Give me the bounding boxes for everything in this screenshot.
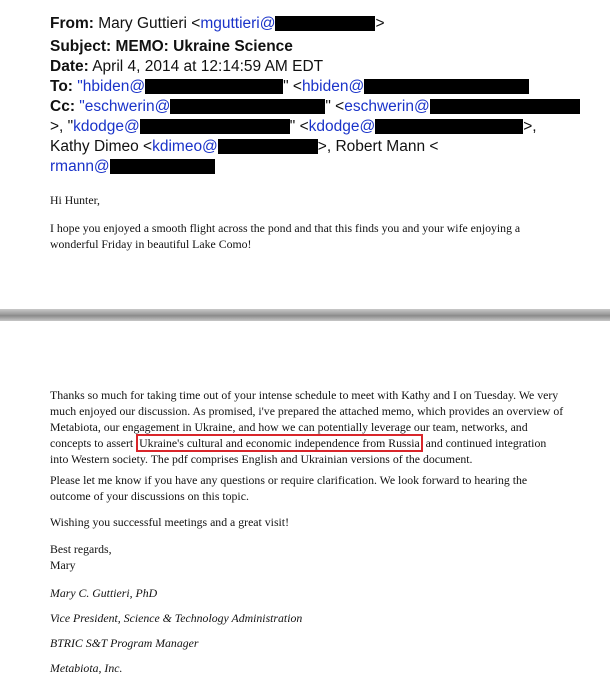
redaction-block	[375, 119, 523, 134]
redaction-block	[364, 79, 529, 94]
to-line: To: "hbiden@ " <hbiden@	[50, 77, 529, 97]
paragraph-4: Wishing you successful meetings and a great visit!	[50, 515, 290, 529]
cc-line-4	[50, 157, 215, 177]
highlighted-phrase: Ukraine's cultural and economic independence from Russia	[136, 434, 423, 452]
subject-line	[50, 37, 293, 57]
cc-line-2: >, "kdodge@ " <kdodge@ >,	[50, 118, 537, 135]
from-email[interactable]: mguttieri@	[200, 15, 276, 32]
redaction-block	[170, 99, 325, 114]
kdodge-email-2[interactable]: kdodge@	[308, 118, 376, 135]
kathy-email[interactable]: kdimeo@	[152, 138, 218, 155]
date-value: April 4, 2014 at 12:14:59 AM EDT	[92, 58, 324, 75]
subject-label: Subject:	[50, 38, 112, 55]
date-label: Date:	[50, 58, 89, 75]
redaction-block	[275, 16, 375, 31]
cc-email-1[interactable]: "eschwerin@	[79, 98, 171, 115]
redaction-block	[140, 119, 290, 134]
from-label: From:	[50, 15, 94, 32]
paragraph-2: Thanks so much for taking time out of your intense schedule to meet with Kathy and I on Tuesday. We very much enjoyed our discussion. As promised, i've prepared the attached memo, which provides an overview of Metabiota, our engagement in Ukraine, and how we can potentially leverage our team, networks, and concepts to assert Ukraine's cultural and economic independence from Russia and continued integration into Western society. The pdf comprises English and Ukrainian versions of the document.	[50, 388, 564, 466]
from-name: Mary Guttieri <	[98, 15, 201, 32]
cc-line-3	[50, 137, 438, 157]
closing: Best regards,	[50, 542, 112, 556]
greeting: Hi Hunter,	[50, 193, 100, 207]
signature-title: Vice President, Science & Technology Administration	[50, 611, 303, 625]
to-email-2[interactable]: hbiden@	[301, 78, 365, 95]
signature-org: Metabiota, Inc.	[50, 661, 123, 675]
kathy-name: Kathy Dimeo <	[50, 138, 153, 155]
from-line: From: Mary Guttieri <mguttieri@ >	[50, 15, 385, 32]
signature-role: BTRIC S&T Program Manager	[50, 636, 199, 650]
cc-email-2[interactable]: eschwerin@	[344, 98, 430, 115]
date-line	[50, 57, 323, 77]
redaction-block	[110, 159, 215, 174]
redaction-block	[430, 99, 580, 114]
rmann-email[interactable]: rmann@	[50, 158, 110, 175]
subject-value: MEMO: Ukraine Science	[115, 38, 293, 55]
robert-name: >, Robert Mann <	[317, 138, 439, 155]
cc-label: Cc:	[50, 98, 75, 115]
page-separator	[0, 309, 610, 321]
to-label: To:	[50, 78, 73, 95]
paragraph-1: I hope you enjoyed a smooth flight across the pond and that this finds you and your wife enjoying a wonderful Friday in beautiful Lake Como!	[50, 221, 521, 251]
cc-line: Cc: "eschwerin@ " <eschwerin@	[50, 97, 580, 117]
paragraph-3: Please let me know if you have any questions or require clarification. We look forward to hearing the outcome of your discussions on this topic.	[50, 473, 528, 503]
redaction-block	[145, 79, 283, 94]
closing-name: Mary	[50, 558, 76, 572]
redaction-block	[218, 139, 318, 154]
signature-name: Mary C. Guttieri, PhD	[50, 586, 158, 600]
to-email-1[interactable]: "hbiden@	[77, 78, 146, 95]
kdodge-email-1[interactable]: kdodge@	[73, 118, 140, 135]
